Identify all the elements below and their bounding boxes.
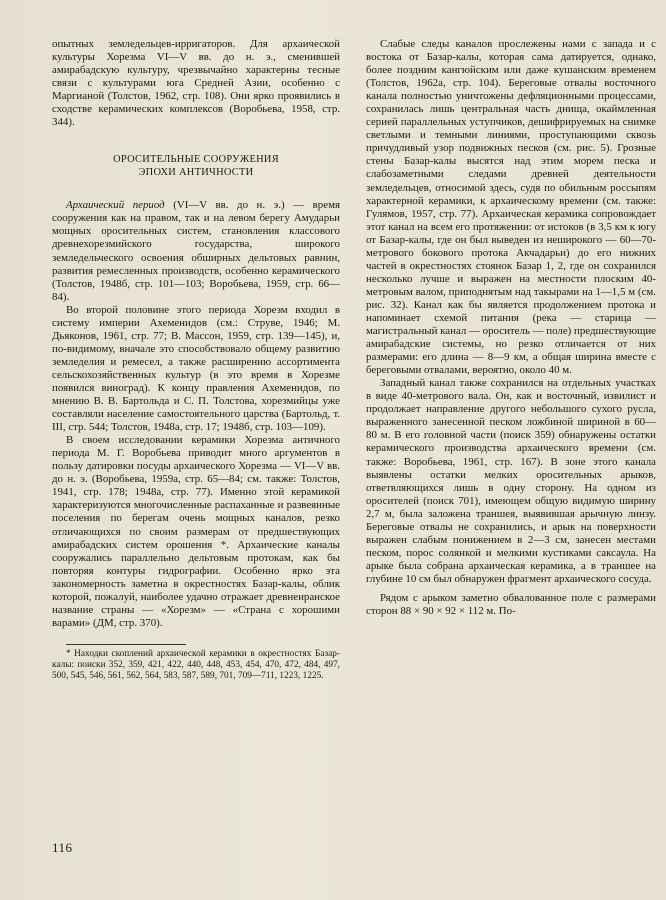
footnote-text: * Находки скоплений архаической керамики в окрестностях Базар-калы: поиски 352, 359, 421, 422, 440, 448, 453, 454, 470, 472, 484, 497, 500, 545, 546, 561, 562, 564, 583, 587, 589, 701, 709—711, 1223, 1225. [52, 648, 340, 682]
archaic-period-term: Архаический период [66, 199, 165, 212]
left-paragraph-3: Во второй половине этого периода Хорезм входил в систему империи Ахеменидов (см.: Струве, 1946; М. Дьяконов, 1961, стр. 77; В. Массон, 1959, стр. 139—145), и, по-видимому, вначале это способствовало общему развитию земледелия и ремесел, а также расширению ассортимента сельскохозяйственных культур (в это время в Хорезме появился виноград). К концу правления Ахеменидов, по мнению В. В. Бартольда и С. П. Толстова, хорезмийцы уже составляли население самостоятельного царства (Бартольд, т. III, стр. 544; Толстов, 1948а, стр. 17; 1948б, стр. 103—109). [52, 303, 340, 434]
section-heading-line-1: ОРОСИТЕЛЬНЫЕ СООРУЖЕНИЯ [113, 154, 279, 166]
right-column [366, 38, 656, 618]
right-paragraph-1: Слабые следы каналов прослежены нами с запада и с востока от Базар-калы, которая сама датируется, однако, более поздним кангюйским или даже кушанским временем (Толстов, 1962а, стр. 104). Береговые отвалы восточного канала полностью уничтожены дефляционными процессами, сохранилась лишь центральная часть днища, окаймленная серией параллельных уступчиков, дешифрируемых на снимке светлыми и темными линиями, проступающими сквозь причудливый узор подвижных песков (см. рис. 5). Грозные стены Базар-калы высятся над этим морем песка и слабозаметными следами древней деятельности земледельцев, относимой здесь, судя по обильным россыпям характерной керамики, к архаическому времени (см. также: Гулямов, 1957, стр. 77). Архаическая керамика сопровождает этот канал на всем его протяжении: от истоков (в 3,5 км к югу от Базар-калы, где он был выведен из неширокого — 60—70-метрового бокового протока Акчадарьи) до его нижних частей в окрестностях стоянок Базар 1, 2, где он сохранился несколько лучше и выражен на местности плоским 40-метровым валом, приподнятым над такырами на 1—1,5 м (см. рис. 32). Канал как бы является продолжением протока и напоминает схемой питания (река — старица — магистральный канал — ороситель — поле) предшествующие амирабадские системы, но резко отличается от них размерами: его длина — 8—9 км, а общая ширина вместе с береговыми отвалами, вероятно, около 40 м. [366, 38, 656, 377]
footnote [52, 649, 340, 683]
section-heading [52, 153, 340, 179]
left-column [52, 38, 340, 682]
footnote-divider [66, 644, 186, 645]
left-paragraph-2-text: (VI—V вв. до н. э.) — время сооружения как на правом, так и на левом берегу Амударьи мощных оросительных систем, становления классового древнехорезмийского государства, широкого земледельческого освоения обширных дельтовых равнин, развития ремесленных производств, особенно керамического (Толстов, 1948б, стр. 101—103; Воробьева, 1959, стр. 66—84). [52, 199, 340, 303]
left-paragraph-4: В своем исследовании керамики Хорезма античного периода М. Г. Воробьева приводит много аргументов в пользу датировки посуды архаического Хорезма — VI—V вв. до н. э. (Воробьева, 1959а, стр. 65—84; см. также: Толстов, 1941, стр. 178; 1948а, стр. 77). Именно этой керамикой характеризуются многочисленные распаханные и развеянные поселения по берегам очень мощных каналов, резко отличающихся по своим размерам от предшествующих амирабадских систем орошения *. Архаические каналы сооружались параллельно дельтовым протокам, как бы повторяя контуры гидрографии. Особенно ярко эта закономерность заметна в окрестностях Базар-калы, облик которой, пожалуй, наиболее удачно отражает древнеиранское название страны — «Хорезм» — «Страна с хорошими варами» (ДМ, стр. 370). [52, 434, 340, 629]
left-paragraph-2 [52, 199, 340, 303]
right-paragraph-2: Западный канал также сохранился на отдельных участках в виде 40-метрового вала. Он, как и восточный, извилист и продолжает направление другого небольшого сухого русла, выраженного занесенной песком ложбиной шириной в 60—80 м. В его головной части (поиск 359) обнаружены остатки керамического производства архаического времени (см. также: Воробьева, 1961, стр. 167). В зоне этого канала выявлены остатки мелких оросительных арыков, ответвляющихся лишь в одну сторону. На одном из оросителей (поиск 701), имеющем общую видимую ширину 2,7 м, была заложена траншея, выявившая арычную линзу. Береговые отвалы не сохранились, и арык на поверхности выражен слабым понижением в 2—3 см, занесен местами песком, порос солянкой и мелкими кустиками саксаула. На арыке была собрана архаическая керамика, а в траншее на глубине 10 см был обнаружен фрагмент архаического сосуда. [366, 377, 656, 585]
left-paragraph-1: опытных земледельцев-ирригаторов. Для архаической культуры Хорезма VI—V вв. до н. э., сменившей амирабадскую культуру, чрезвычайно характерны тесные связи с культурами юга Средней Азии, особенно с Маргианой (Толстов, 1962, стр. 108). Они ярко проявились в сходстве керамических комплексов (Воробьева, 1958, стр. 344). [52, 38, 340, 129]
page-number: 116 [52, 840, 73, 855]
section-heading-line-2: ЭПОХИ АНТИЧНОСТИ [138, 167, 254, 179]
right-paragraph-3: Рядом с арыком заметно обвалованное поле с размерами сторон 88 × 90 × 92 × 112 м. По- [366, 591, 656, 618]
